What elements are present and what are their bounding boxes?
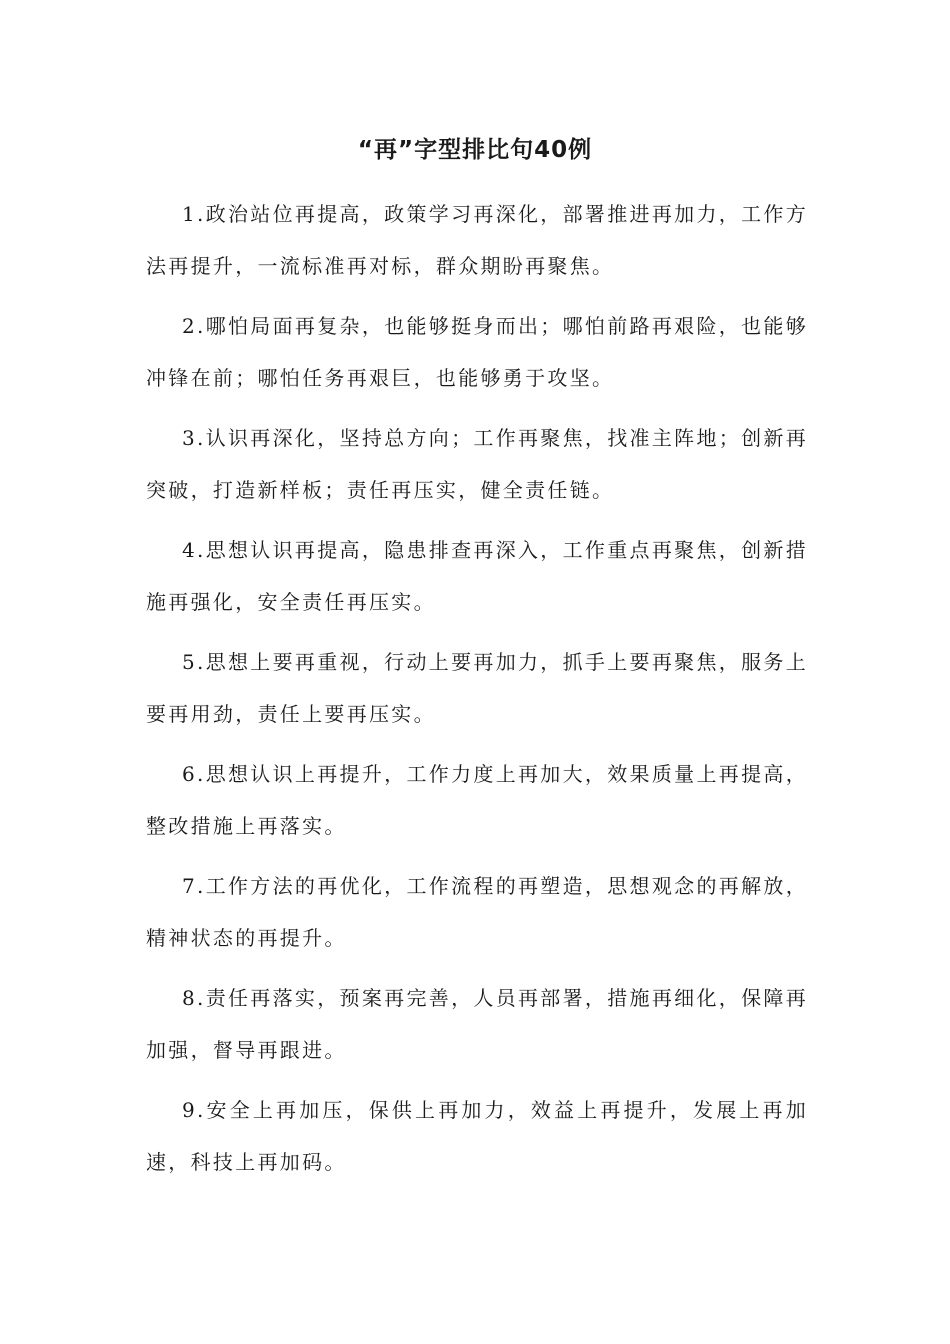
paragraph-8: 8.责任再落实，预案再完善，人员再部署，措施再细化，保障再加强，督导再跟进。 (146, 986, 808, 1062)
document-body (146, 188, 808, 1196)
paragraph-2: 2.哪怕局面再复杂，也能够挺身而出；哪怕前路再艰险，也能够冲锋在前；哪怕任务再艰巨，也能够勇于攻坚。 (146, 314, 808, 390)
paragraph-3: 3.认识再深化，坚持总方向；工作再聚焦，找准主阵地；创新再突破，打造新样板；责任再压实，健全责任链。 (146, 426, 808, 502)
paragraph-4: 4.思想认识再提高，隐患排查再深入，工作重点再聚焦，创新措施再强化，安全责任再压实。 (146, 538, 808, 614)
paragraph-9: 9.安全上再加压，保供上再加力，效益上再提升，发展上再加速，科技上再加码。 (146, 1098, 808, 1174)
paragraph-5: 5.思想上要再重视，行动上要再加力，抓手上要再聚焦，服务上要再用劲，责任上要再压实。 (146, 650, 808, 726)
paragraph-7: 7.工作方法的再优化，工作流程的再塑造，思想观念的再解放，精神状态的再提升。 (146, 874, 808, 950)
document-title: “再”字型排比句40例 (357, 137, 593, 163)
paragraph-1: 1.政治站位再提高，政策学习再深化，部署推进再加力，工作方法再提升，一流标准再对标，群众期盼再聚焦。 (146, 202, 808, 278)
paragraph-6: 6.思想认识上再提升，工作力度上再加大，效果质量上再提高，整改措施上再落实。 (146, 762, 808, 838)
